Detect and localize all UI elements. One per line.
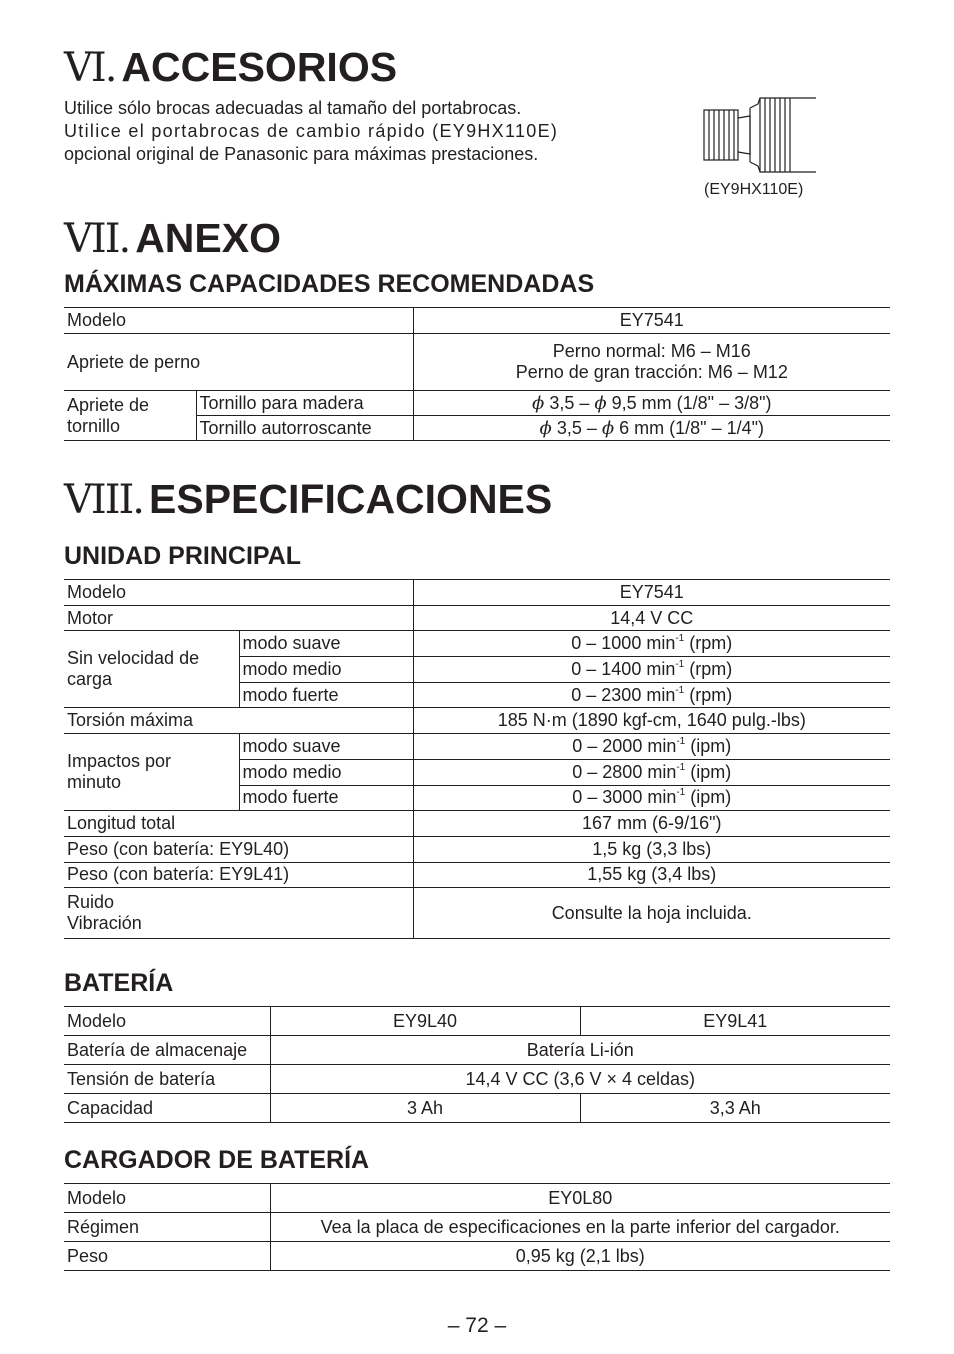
text-line: Utilice el portabrocas de cambio rápido (EY9HX110E) [64,121,559,141]
unidad-principal-table [64,579,890,939]
cell-line: Ruido [67,892,115,913]
page-number: – 72 – [447,1314,507,1337]
cell-label: modo medio [239,657,413,683]
section-heading-especificaciones [64,476,552,523]
cell-text: 0 – 3000 min [572,787,677,808]
cell-value: 185 N·m (1890 kgf-cm, 1640 pulg.-lbs) [413,708,890,734]
text-line: opcional original de Panasonic para máximas prestaciones. [64,144,539,164]
section-heading-anexo [64,215,281,262]
cell-value [413,391,890,416]
chuck-caption: (EY9HX110E) [704,181,804,198]
cell-label: Tornillo para madera [196,391,413,416]
cell-label: Tensión de batería [64,1065,270,1094]
cell-value: Consulte la hoja incluida. [413,888,890,939]
cell-text: 0 – 1400 min [571,658,676,679]
cell-label: Peso (con batería: EY9L40) [64,836,413,862]
cell-text: (ipm) [685,761,732,782]
superscript: -1 [675,658,685,670]
cell-value [413,631,890,657]
cell-value: 1,55 kg (3,4 lbs) [413,862,890,888]
subheading-capacidades: MÁXIMAS CAPACIDADES RECOMENDADAS [64,270,595,298]
cell-value: EY0L80 [270,1184,890,1213]
cell-value: Vea la placa de especificaciones en la parte inferior del cargador. [270,1213,890,1242]
cell-text: 0 – 1000 min [571,633,676,654]
cell-value: 3 Ah [270,1094,580,1123]
cell-label: modo medio [239,759,413,785]
roman-numeral: VI. [64,45,116,91]
cell-label: modo fuerte [239,785,413,811]
cell-label [64,631,239,708]
subheading-bateria: BATERÍA [64,969,174,997]
cell-value: 14,4 V CC [413,605,890,631]
cell-line: Impactos por [67,751,172,772]
cell-label: Capacidad [64,1094,270,1123]
text-line: Utilice sólo brocas adecuadas al tamaño del portabrocas. [64,98,522,118]
cell-value: EY7541 [413,580,890,606]
cell-value [413,682,890,708]
cell-line: minuto [67,772,122,793]
cell-text: 6 mm (1/8" – 1/4") [614,417,764,438]
cell-label: modo fuerte [239,682,413,708]
cell-value: 1,5 kg (3,3 lbs) [413,836,890,862]
cell-text: (rpm) [684,633,733,654]
cell-line: Sin velocidad de [67,648,200,669]
cell-text: (ipm) [685,735,732,756]
heading-title: ACCESORIOS [121,44,398,90]
cell-label: Modelo [64,1007,270,1036]
cell-label: Peso [64,1242,270,1271]
superscript: -1 [675,684,685,696]
subheading-unidad-principal: UNIDAD PRINCIPAL [64,542,302,570]
cell-label: Longitud total [64,811,413,837]
cell-label: modo suave [239,631,413,657]
cell-line: Perno de gran tracción: M6 – M12 [515,362,788,382]
cell-label: modo suave [239,734,413,760]
heading-title: ANEXO [135,215,282,261]
cell-value: EY7541 [413,308,890,334]
superscript: -1 [675,633,685,645]
cell-label [64,888,413,939]
cell-text: 0 – 2800 min [572,761,677,782]
superscript: -1 [676,735,686,747]
cell-value: 167 mm (6-9/16") [413,811,890,837]
cell-value [413,334,890,391]
cell-value: 3,3 Ah [580,1094,890,1123]
cell-text: 9,5 mm (1/8" – 3/8") [606,392,772,413]
superscript: -1 [676,787,686,799]
phi-symbol: ϕ [532,392,545,414]
cell-value [413,416,890,441]
cell-value: EY9L40 [270,1007,580,1036]
cell-label: Torsión máxima [64,708,413,734]
cell-label: Tornillo autorroscante [196,416,413,441]
cell-value: EY9L41 [580,1007,890,1036]
cell-label [64,734,239,811]
cell-text: 0 – 2000 min [572,735,677,756]
section-heading-accesorios [64,44,397,91]
cell-label: Régimen [64,1213,270,1242]
cell-value [413,657,890,683]
cell-value [413,734,890,760]
cell-line: tornillo [67,415,121,436]
phi-symbol: ϕ [539,417,552,439]
bateria-table [64,1006,890,1123]
cell-label: Modelo [64,580,413,606]
cell-label [64,391,196,441]
cell-value [413,785,890,811]
chuck-illustration [700,94,820,176]
cell-label: Peso (con batería: EY9L41) [64,862,413,888]
cell-text: 3,5 – [556,417,602,438]
cell-text: 0 – 2300 min [571,684,676,705]
cell-line: Apriete de [67,394,150,415]
phi-symbol: ϕ [601,417,615,439]
cell-label: Apriete de perno [64,334,413,391]
cargador-table [64,1183,890,1271]
cell-text: 3,5 – [549,392,595,413]
cell-text: (ipm) [685,787,732,808]
cell-text: (rpm) [684,658,733,679]
cell-text: (rpm) [684,684,733,705]
cell-line: Perno normal: M6 – M16 [552,341,751,361]
roman-numeral: VII. [64,216,130,262]
cell-line: Vibración [67,913,142,934]
cell-label: Modelo [64,1184,270,1213]
cell-value: 14,4 V CC (3,6 V × 4 celdas) [270,1065,890,1094]
cell-label: Batería de almacenaje [64,1036,270,1065]
superscript: -1 [676,761,686,773]
accesorios-text [64,97,609,166]
cell-value: Batería Li-ión [270,1036,890,1065]
cell-value [413,759,890,785]
capacidades-table [64,307,890,441]
roman-numeral: VIII. [64,477,144,523]
cell-value: 0,95 kg (2,1 lbs) [270,1242,890,1271]
cell-line: carga [67,669,113,690]
cell-label: Modelo [64,308,413,334]
heading-title: ESPECIFICACIONES [149,476,553,522]
phi-symbol: ϕ [594,392,607,414]
cell-label: Motor [64,605,413,631]
subheading-cargador: CARGADOR DE BATERÍA [64,1146,370,1174]
